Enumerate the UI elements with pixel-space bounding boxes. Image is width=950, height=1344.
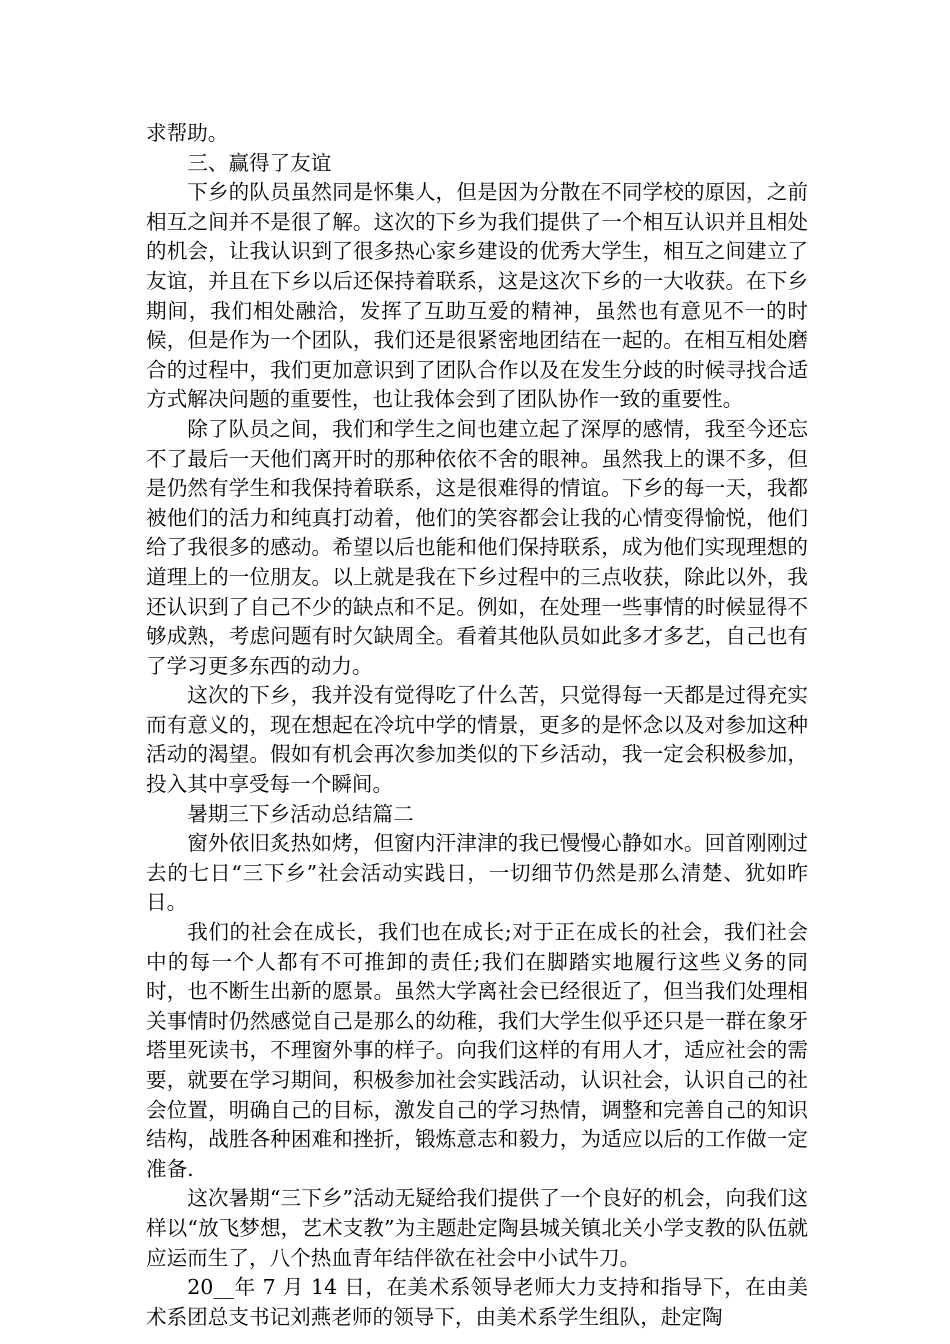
document-body: [146, 119, 808, 1332]
paragraph: 下乡的队员虽然同是怀集人，但是因为分散在不同学校的原因，之前相互之间并不是很了解。这次的下乡为我们提供了一个相互认识并且相处的机会，让我认识到了很多热心家乡建设的优秀大学生，相互之间建立了友谊，并且在下乡以后还保持着联系，这是这次下乡的一大收获。在下乡期间，我们相处融洽，发挥了互助互爱的精神，虽然也有意见不一的时候，但是作为一个团队，我们还是很紧密地团结在一起的。在相互相处磨合的过程中，我们更加意识到了团队合作以及在发生分歧的时候寻找合适方式解决问题的重要性，也让我体会到了团队协作一致的重要性。: [146, 180, 808, 412]
paragraph: 窗外依旧炙热如烤，但窗内汗津津的我已慢慢心静如水。回首刚刚过去的七日“三下乡”社会活动实践日，一切细节仍然是那么清楚、犹如昨日。: [146, 831, 808, 915]
paragraph-continuation: 求帮助。: [146, 121, 229, 145]
paragraph: 除了队员之间，我们和学生之间也建立起了深厚的感情，我至今还忘不了最后一天他们离开时的那种依依不舍的眼神。虽然我上的课不多，但是仍然有学生和我保持着联系，这是很难得的情谊。下乡的每一天，我都被他们的活力和纯真打动着，他们的笑容都会让我的心情变得愉悦，他们给了我很多的感动。希望以后也能和他们保持联系，成为他们实现理想的道理上的一位朋友。以上就是我在下乡过程中的三点收获，除此以外，我还认识到了自己不少的缺点和不足。例如，在处理一些事情的时候显得不够成熟，考虑问题有时欠缺周全。看着其他队员如此多才多艺，自己也有了学习更多东西的动力。: [146, 416, 808, 678]
paragraph: 我们的社会在成长，我们也在成长;对于正在成长的社会，我们社会中的每一个人都有不可推卸的责任;我们在脚踏实地履行这些义务的同时，也不断生出新的愿景。虽然大学离社会已经很近了，但当我们处理相关事情时仍然感觉自己是那么的幼稚，我们大学生似乎还只是一群在象牙塔里死读书，不理窗外事的样子。向我们这样的有用人才，适应社会的需要，就要在学习期间，积极参加社会实践活动，认识社会，认识自己的社会位置，明确自己的目标，激发自己的学习热情，调整和完善自己的知识结构，战胜各种困难和挫折，锻炼意志和毅力，为适应以后的工作做一定准备.: [146, 920, 808, 1181]
section-heading-friendship: 三、赢得了友谊: [187, 150, 332, 175]
paragraph: 20__年 7 月 14 日，在美术系领导老师大力支持和指导下，在由美术系团总支书记刘燕老师的领导下，由美术系学生组队，赴定陶: [146, 1275, 808, 1329]
paragraph: 这次的下乡，我并没有觉得吃了什么苦，只觉得每一天都是过得充实而有意义的，现在想起在冷坑中学的情景，更多的是怀念以及对参加这种活动的渴望。假如有机会再次参加类似的下乡活动，我一定会积极参加，投入其中享受每一个瞬间。: [146, 683, 808, 797]
section-heading-summary-two: 暑期三下乡活动总结篇二: [187, 801, 414, 826]
paragraph: 这次暑期“三下乡”活动无疑给我们提供了一个良好的机会，向我们这样以“放飞梦想，艺术支教”为主题赴定陶县城关镇北关小学支教的队伍就应运而生了，八个热血青年结伴欲在社会中小试牛刀。: [146, 1186, 808, 1270]
